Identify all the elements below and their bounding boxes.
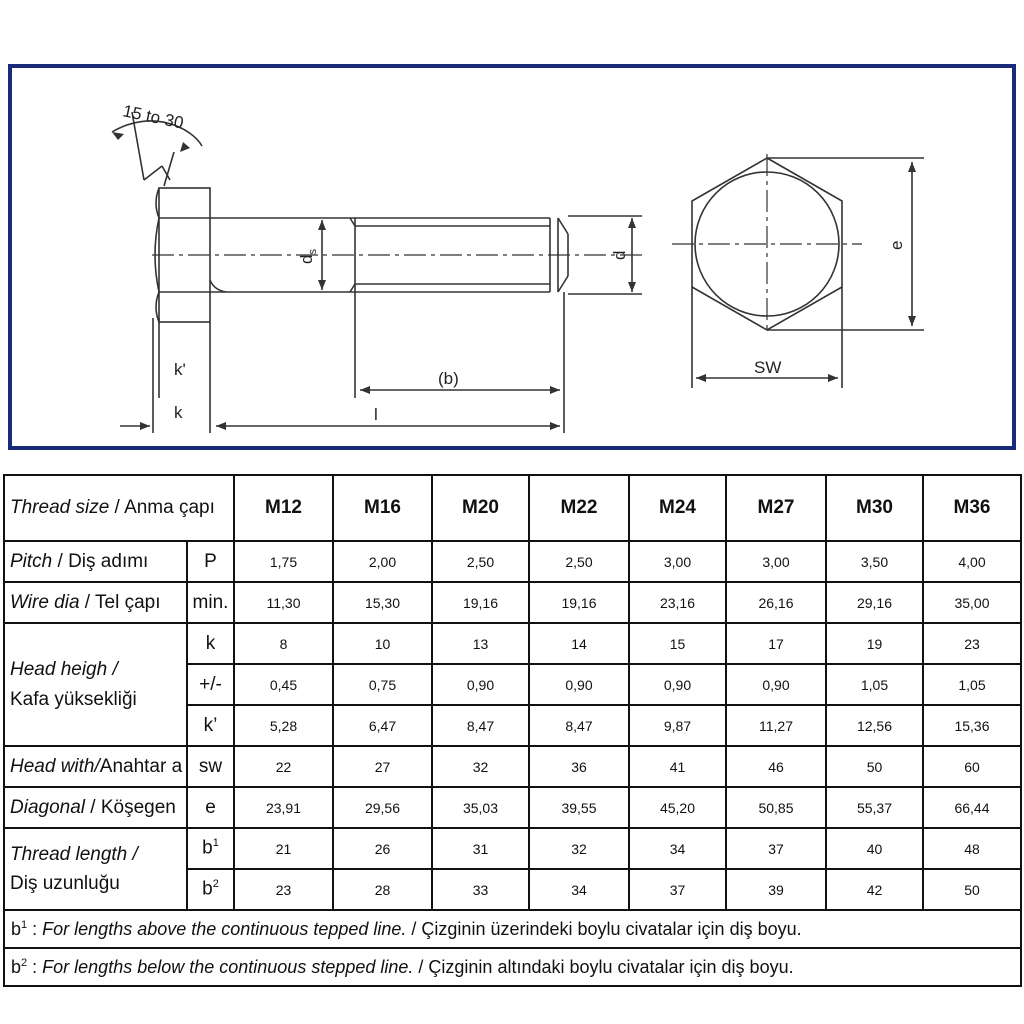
table-cell: 55,37 xyxy=(826,787,923,828)
table-cell: 50 xyxy=(923,869,1021,910)
sw-label: SW xyxy=(754,358,782,377)
table-cell: 32 xyxy=(529,828,629,869)
table-cell: 46 xyxy=(726,746,826,787)
diagonal-row xyxy=(4,787,1021,828)
table-cell: 19 xyxy=(826,623,923,664)
table-cell: 27 xyxy=(333,746,432,787)
table-cell: 1,05 xyxy=(826,664,923,705)
size-header: M24 xyxy=(629,475,726,541)
table-cell: 15,36 xyxy=(923,705,1021,746)
table-header-row xyxy=(4,475,1021,541)
table-cell: 40 xyxy=(826,828,923,869)
table-cell: 17 xyxy=(726,623,826,664)
diagonal-label: Diagonal / Köşegen xyxy=(4,787,187,828)
note-b2: $b^2$ : For lengths below the continuous stepped line. / Çizginin altındaki boylu civatalar için diş boyu. xyxy=(4,948,1021,986)
size-header: M22 xyxy=(529,475,629,541)
b2-symbol: $b^2$ xyxy=(187,869,234,910)
table-cell: 48 xyxy=(923,828,1021,869)
ds-label: $d_s$ xyxy=(297,249,319,264)
table-cell: 23 xyxy=(923,623,1021,664)
table-cell: 23,91 xyxy=(234,787,333,828)
wire-symbol: min. xyxy=(187,582,234,623)
size-header: M20 xyxy=(432,475,529,541)
table-cell: 0,45 xyxy=(234,664,333,705)
l-label: l xyxy=(374,405,378,424)
e-label: e xyxy=(887,240,906,250)
table-cell: 11,27 xyxy=(726,705,826,746)
table-cell: 26 xyxy=(333,828,432,869)
table-cell: 31 xyxy=(432,828,529,869)
head-width-label: Head with/Anahtar a xyxy=(4,746,187,787)
pitch-row xyxy=(4,541,1021,582)
table-cell: 22 xyxy=(234,746,333,787)
table-cell: 8 xyxy=(234,623,333,664)
table-cell: 26,16 xyxy=(726,582,826,623)
table-cell: 41 xyxy=(629,746,726,787)
k-symbol: k xyxy=(187,623,234,664)
pitch-label: Pitch / Diş adımı xyxy=(4,541,187,582)
table-cell: 14 xyxy=(529,623,629,664)
table-cell: 6,47 xyxy=(333,705,432,746)
k-prime-symbol: k’ xyxy=(187,705,234,746)
table-cell: 3,00 xyxy=(629,541,726,582)
k-label: k xyxy=(174,403,183,422)
bolt-dimension-table xyxy=(3,474,1022,987)
head-k-row xyxy=(4,623,1021,664)
k-prime-label: k' xyxy=(174,360,186,379)
table-cell: 0,75 xyxy=(333,664,432,705)
table-cell: 2,50 xyxy=(529,541,629,582)
size-header: M12 xyxy=(234,475,333,541)
table-cell: 5,28 xyxy=(234,705,333,746)
table-cell: 29,16 xyxy=(826,582,923,623)
table-cell: 12,56 xyxy=(826,705,923,746)
table-cell: 0,90 xyxy=(629,664,726,705)
table-cell: 13 xyxy=(432,623,529,664)
table-cell: 1,75 xyxy=(234,541,333,582)
wire-label: Wire dia / Tel çapı xyxy=(4,582,187,623)
table-cell: 42 xyxy=(826,869,923,910)
table-cell: 19,16 xyxy=(432,582,529,623)
table-cell: 23,16 xyxy=(629,582,726,623)
table-cell: 0,90 xyxy=(726,664,826,705)
table-cell: 50,85 xyxy=(726,787,826,828)
pitch-symbol: P xyxy=(187,541,234,582)
note-b1: $b^1$ : For lengths above the continuous tepped line. / Çizginin üzerindeki boylu civatalar için diş boyu. xyxy=(4,910,1021,948)
table-cell: 3,50 xyxy=(826,541,923,582)
table-cell: 39,55 xyxy=(529,787,629,828)
table-cell: 34 xyxy=(629,828,726,869)
tolerance-symbol: +/- xyxy=(187,664,234,705)
table-cell: 28 xyxy=(333,869,432,910)
table-cell: 0,90 xyxy=(529,664,629,705)
thread-b1-row xyxy=(4,828,1021,869)
table-cell: 45,20 xyxy=(629,787,726,828)
table-cell: 33 xyxy=(432,869,529,910)
size-header: M30 xyxy=(826,475,923,541)
table-cell: 34 xyxy=(529,869,629,910)
table-cell: 35,00 xyxy=(923,582,1021,623)
table-cell: 37 xyxy=(629,869,726,910)
thread-length-label: Thread length / Diş uzunluğu xyxy=(4,828,187,910)
table-cell: 3,00 xyxy=(726,541,826,582)
table-cell: 1,05 xyxy=(923,664,1021,705)
table-cell: 15 xyxy=(629,623,726,664)
head-height-label: Head heigh / Kafa yüksekliği xyxy=(4,623,187,746)
b-label: (b) xyxy=(438,369,459,388)
table-cell: 29,56 xyxy=(333,787,432,828)
e-symbol: e xyxy=(187,787,234,828)
table-cell: 4,00 xyxy=(923,541,1021,582)
table-cell: 66,44 xyxy=(923,787,1021,828)
d-label: d xyxy=(610,250,629,260)
size-header: M27 xyxy=(726,475,826,541)
table-cell: 21 xyxy=(234,828,333,869)
size-header: M16 xyxy=(333,475,432,541)
table-cell: 32 xyxy=(432,746,529,787)
table-cell: 39 xyxy=(726,869,826,910)
table-cell: 50 xyxy=(826,746,923,787)
note-b1-row xyxy=(4,910,1021,948)
table-cell: 0,90 xyxy=(432,664,529,705)
thread-size-header: Thread size / Anma çapı xyxy=(4,475,234,541)
technical-drawing-frame xyxy=(8,64,1016,450)
table-cell: 15,30 xyxy=(333,582,432,623)
table-cell: 36 xyxy=(529,746,629,787)
table-cell: 2,00 xyxy=(333,541,432,582)
table-cell: 10 xyxy=(333,623,432,664)
table-cell: 37 xyxy=(726,828,826,869)
table-cell: 9,87 xyxy=(629,705,726,746)
wire-row xyxy=(4,582,1021,623)
angle-label: 15 to 30 xyxy=(121,101,186,133)
table-cell: 11,30 xyxy=(234,582,333,623)
b1-symbol: $b^1$ xyxy=(187,828,234,869)
table-cell: 60 xyxy=(923,746,1021,787)
table-cell: 8,47 xyxy=(529,705,629,746)
table-cell: 23 xyxy=(234,869,333,910)
size-header: M36 xyxy=(923,475,1021,541)
table-cell: 8,47 xyxy=(432,705,529,746)
table-cell: 35,03 xyxy=(432,787,529,828)
table-cell: 19,16 xyxy=(529,582,629,623)
head-width-row xyxy=(4,746,1021,787)
table-cell: 2,50 xyxy=(432,541,529,582)
sw-symbol: sw xyxy=(187,746,234,787)
note-b2-row xyxy=(4,948,1021,986)
bolt-drawing xyxy=(12,68,1012,446)
